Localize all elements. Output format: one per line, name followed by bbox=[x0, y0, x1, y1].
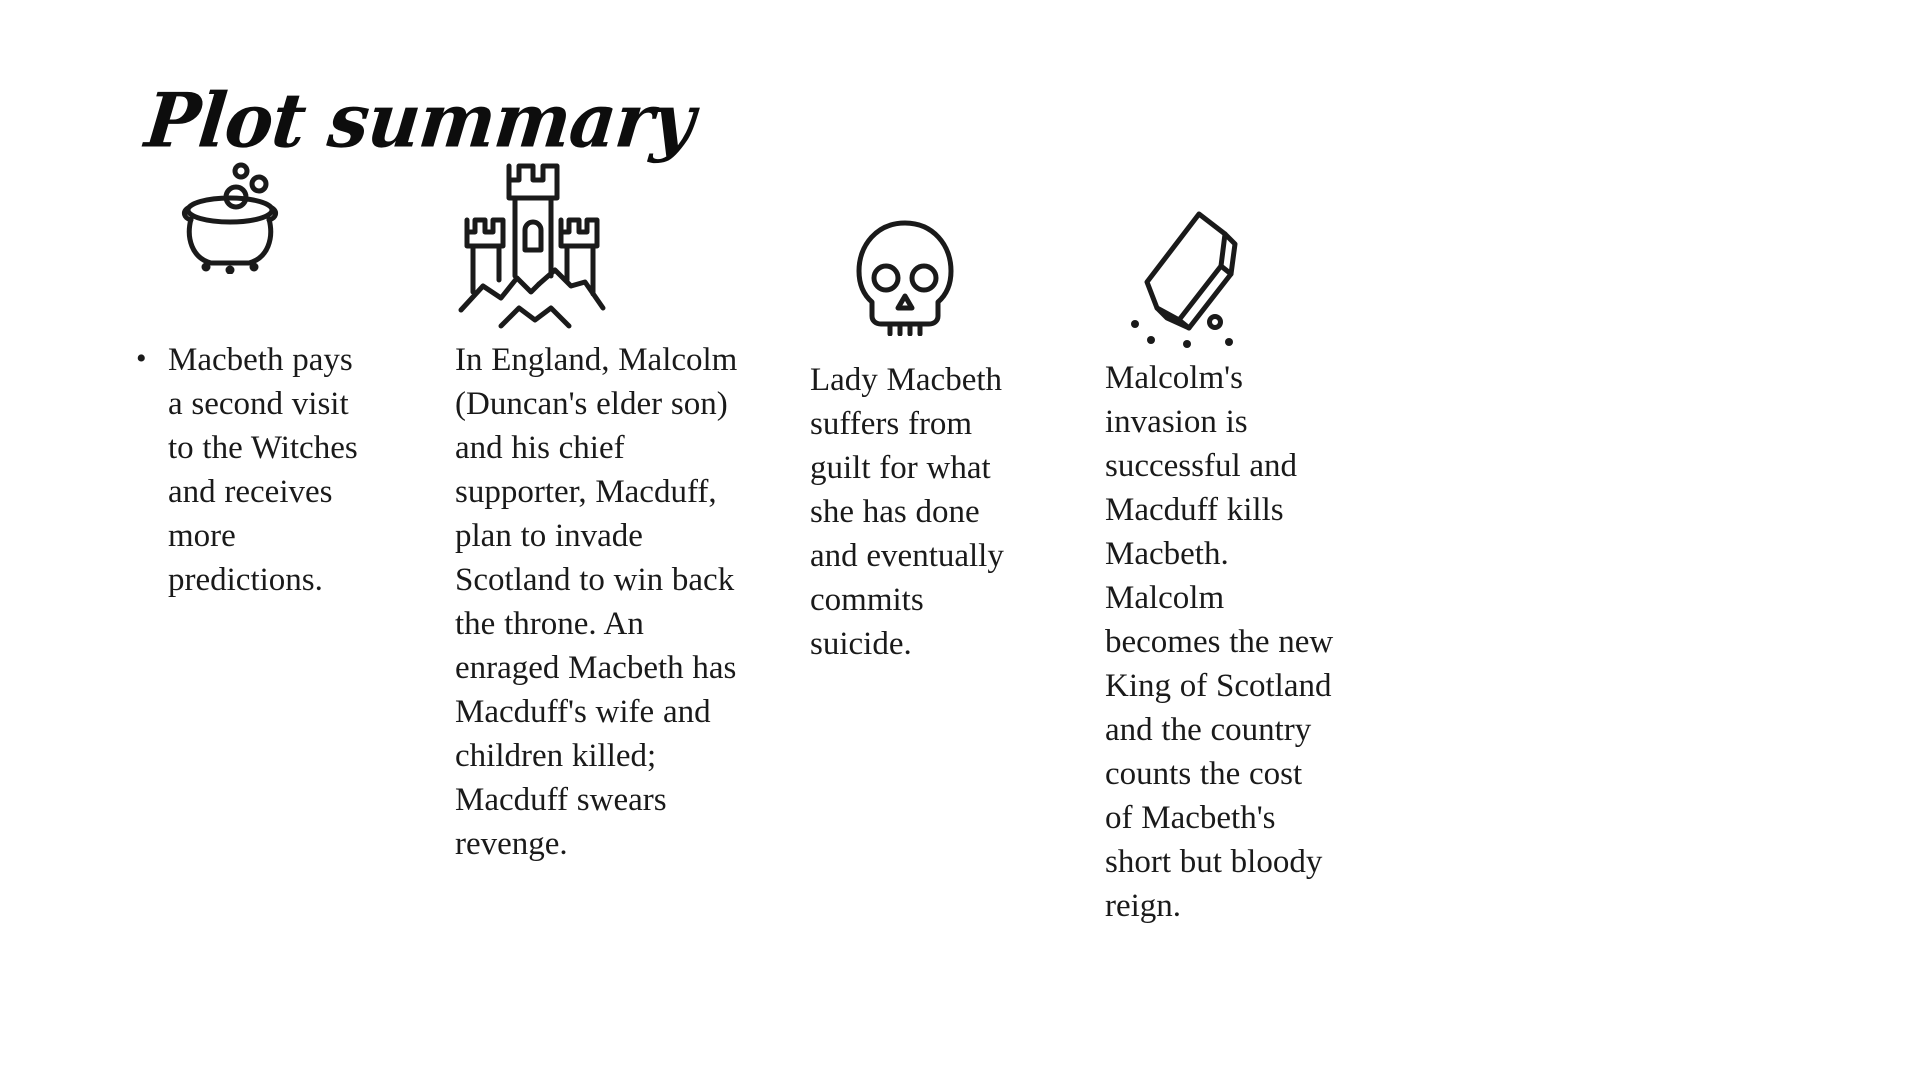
skull-icon bbox=[850, 218, 960, 336]
coffin-icon bbox=[1125, 208, 1249, 352]
castle-icon bbox=[457, 158, 609, 330]
list-item: • Macbeth pays a second visit to the Witches and receives more predictions. bbox=[130, 338, 362, 602]
plot-column-1-text bbox=[130, 338, 362, 602]
page-title: Plot summary bbox=[141, 75, 699, 165]
cauldron-icon bbox=[178, 162, 282, 274]
plot-column-3-text: Lady Macbeth suffers from guilt for what she has done and eventually commits suicide. bbox=[810, 362, 1004, 662]
plot-column-2-text: In England, Malcolm (Duncan's elder son) and his chief supporter, Macduff, plan to invade Scotland to win back the throne. An enraged Macbeth has Macduff's wife and children killed; Macduff swears revenge. bbox=[455, 342, 738, 862]
plot-column-4-text: Malcolm's invasion is successful and Macduff kills Macbeth. Malcolm becomes the new King of Scotland and the country counts the cost of Macbeth's short but bloody reign. bbox=[1105, 360, 1334, 924]
bullet-list bbox=[130, 338, 362, 602]
